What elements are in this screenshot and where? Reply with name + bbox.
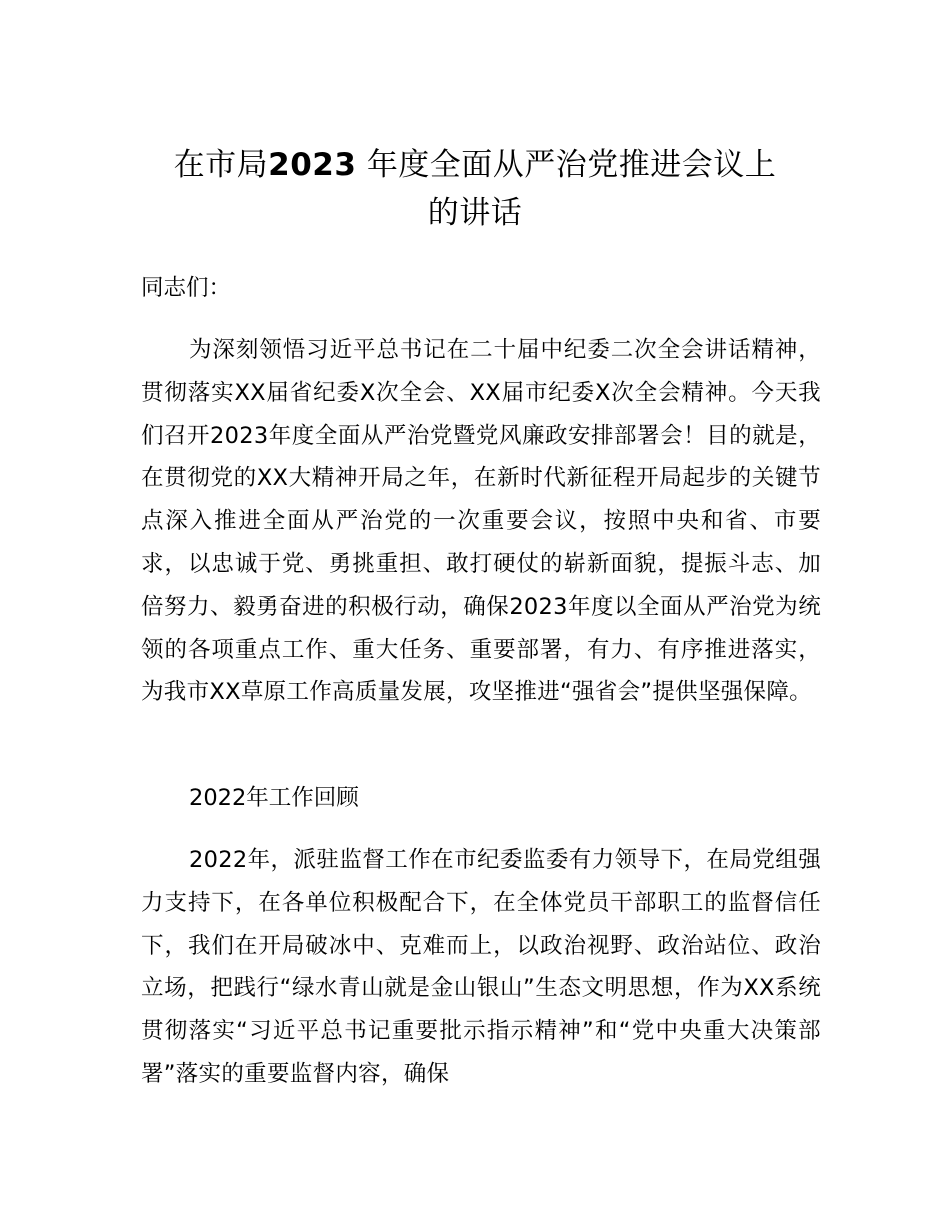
salutation: 同志们： — [141, 275, 232, 301]
title-line-2: 的讲话 — [427, 195, 523, 231]
section-heading: 2022年工作回顾 — [189, 785, 359, 811]
document-title — [140, 141, 810, 237]
intro-paragraph: 为深刻领悟习近平总书记在二十届中纪委二次全会讲话精神，贯彻落实XX届省纪委X次全会、XX届市纪委X次全会精神。今天我们召开2023年度全面从严治党暨党风廉政安排部署会！目的就是，在贯彻党的XX大精神开局之年，在新时代新征程开局起步的关键节点深入推进全面从严治党的一次重要会议，按照中央和省、市要求，以忠诚于党、勇挑重担、敢打硬仗的崭新面貌，提振斗志、加倍努力、毅勇奋进的积极行动，确保2023年度以全面从严治党为统领的各项重点工作、重大任务、重要部署，有力、有序推进落实，为我市XX草原工作高质量发展，攻坚推进“强省会”提供坚强保障。 — [141, 337, 821, 706]
title-year: 2023 — [268, 147, 357, 183]
title-suffix: 年度全面从严治党推进会议上 — [366, 147, 777, 183]
review-paragraph: 2022年，派驻监督工作在市纪委监委有力领导下，在局党组强力支持下，在各单位积极配合下，在全体党员干部职工的监督信任下，我们在开局破冰中、克难而上，以政治视野、政治站位、政治立场，把践行“绿水青山就是金山银山”生态文明思想，作为XX系统贯彻落实“习近平总书记重要批示指示精神”和“党中央重大决策部署”落实的重要监督内容，确保 — [141, 847, 821, 1087]
title-prefix: 在市局 — [173, 147, 269, 183]
